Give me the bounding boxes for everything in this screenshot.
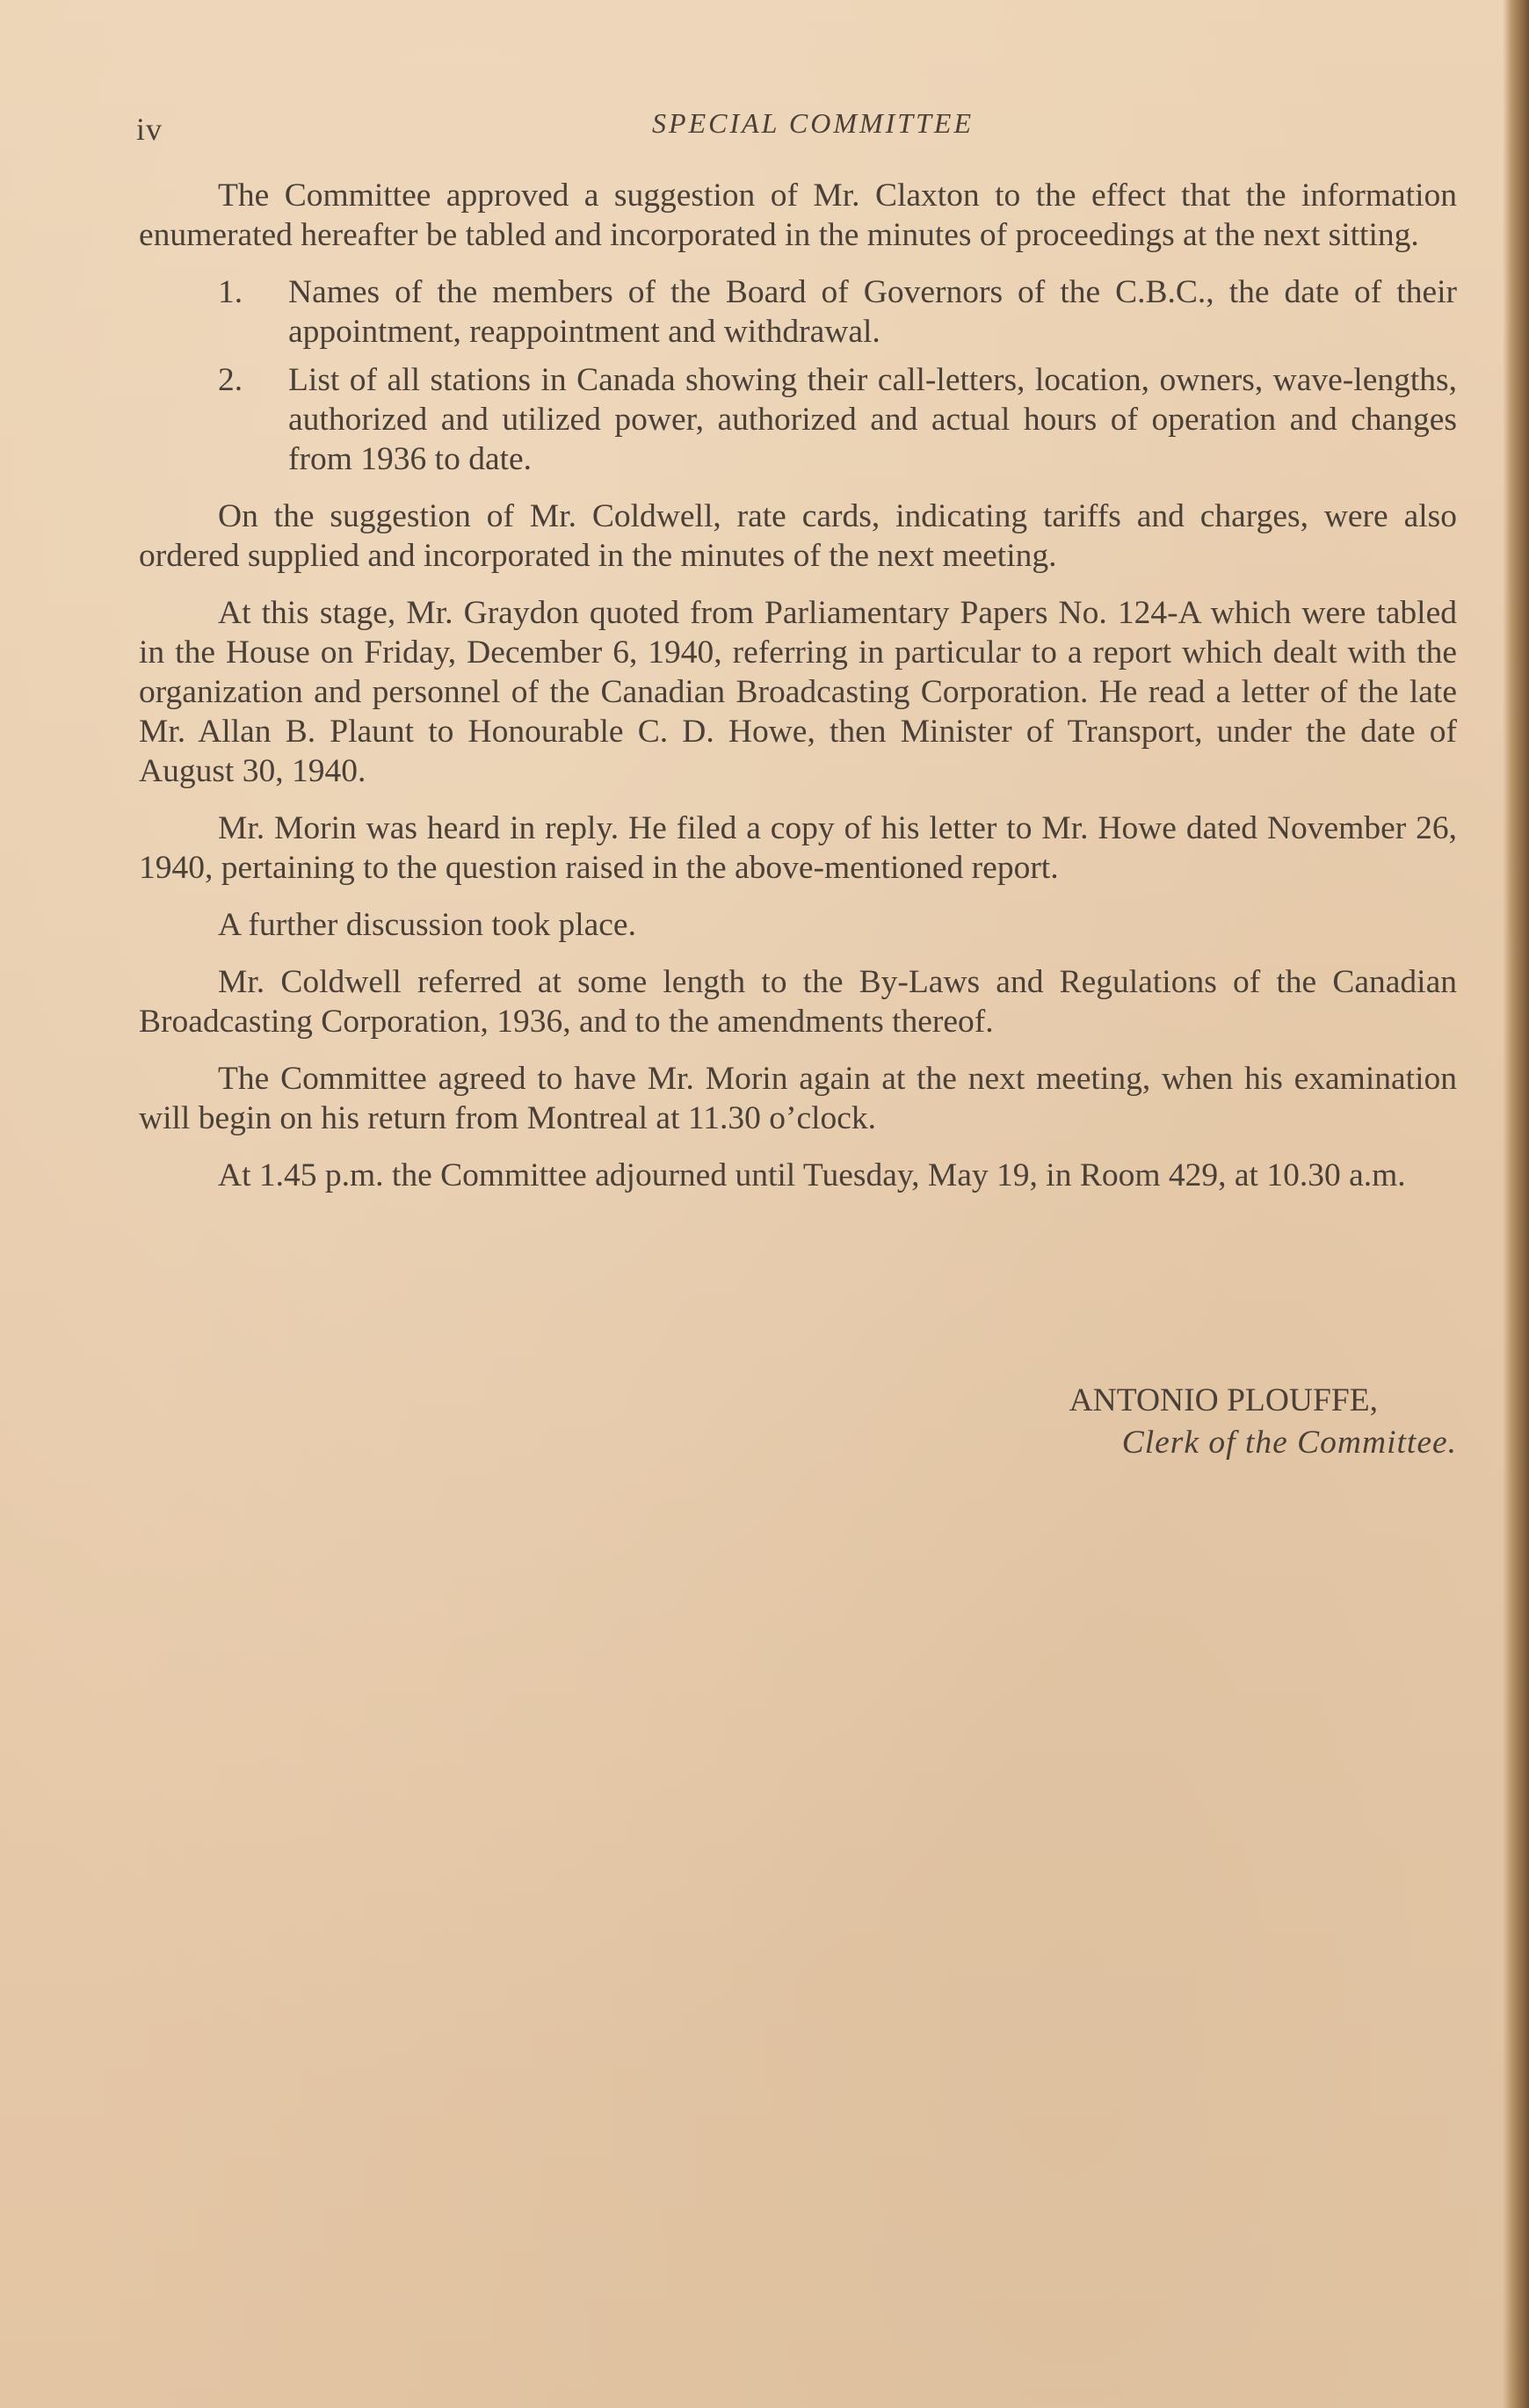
clerk-title: Clerk of the Committee.	[1121, 1425, 1457, 1461]
list-item-number: 2.	[218, 362, 243, 398]
clerk-name: ANTONIO PLOUFFE,	[1069, 1382, 1378, 1418]
list-item-number: 1.	[218, 274, 243, 310]
list-item-text: Names of the members of the Board of Governors of the C.B.C., the date of their appointment, reappointment and withdrawal.	[288, 274, 1457, 350]
paragraph-graydon: At this stage, Mr. Graydon quoted from Parliamentary Papers No. 124-A which were tabled in the House on Friday, December 6, 1940, referring in particular to a report which dealt with the organization and personnel of the Canadian Broadcasting Corporation. He read a letter of the late Mr. Allan B. Plaunt to Honourable C. D. Howe, then Minister of Transport, under the date of August 30, 1940.	[139, 595, 1457, 789]
paragraph-coldwell-bylaws: Mr. Coldwell referred at some length to the By-Laws and Regulations of the Canadian Broadcasting Corporation, 1936, and to the amendments thereof.	[139, 964, 1457, 1040]
list-item	[139, 360, 1457, 479]
page-number: iv	[136, 112, 163, 147]
paragraph-next-meeting: The Committee agreed to have Mr. Morin again at the next meeting, when his examination will begin on his return from Montreal at 11.30 o’clock.	[139, 1061, 1457, 1136]
paragraph-discussion: A further discussion took place.	[218, 907, 636, 943]
running-head: SPECIAL COMMITTEE	[652, 107, 974, 139]
document-body	[139, 176, 1457, 1213]
page-edge-shadow	[1503, 0, 1529, 2408]
list-item	[139, 272, 1457, 352]
page-header	[136, 104, 1454, 156]
signature-block	[139, 1380, 1457, 1464]
paragraph-claxton-suggestion: The Committee approved a suggestion of Mr. Claxton to the effect that the information enumerated hereafter be tabled and incorporated in the minutes of proceedings at the next sitting.	[139, 178, 1457, 253]
enumerated-list	[139, 272, 1457, 479]
paragraph-adjournment: At 1.45 p.m. the Committee adjourned until Tuesday, May 19, in Room 429, at 10.30 a.m.	[218, 1157, 1406, 1193]
list-item-text: List of all stations in Canada showing their call-letters, location, owners, wave-lengths, authorized and utilized power, authorized and actual hours of operation and changes from 1936 to date.	[288, 362, 1457, 477]
paragraph-morin-reply: Mr. Morin was heard in reply. He filed a copy of his letter to Mr. Howe dated November 26, 1940, pertaining to the question raised in the above-mentioned report.	[139, 810, 1457, 886]
paragraph-rate-cards: On the suggestion of Mr. Coldwell, rate cards, indicating tariffs and charges, were also ordered supplied and incorporated in the minutes of the next meeting.	[139, 498, 1457, 574]
